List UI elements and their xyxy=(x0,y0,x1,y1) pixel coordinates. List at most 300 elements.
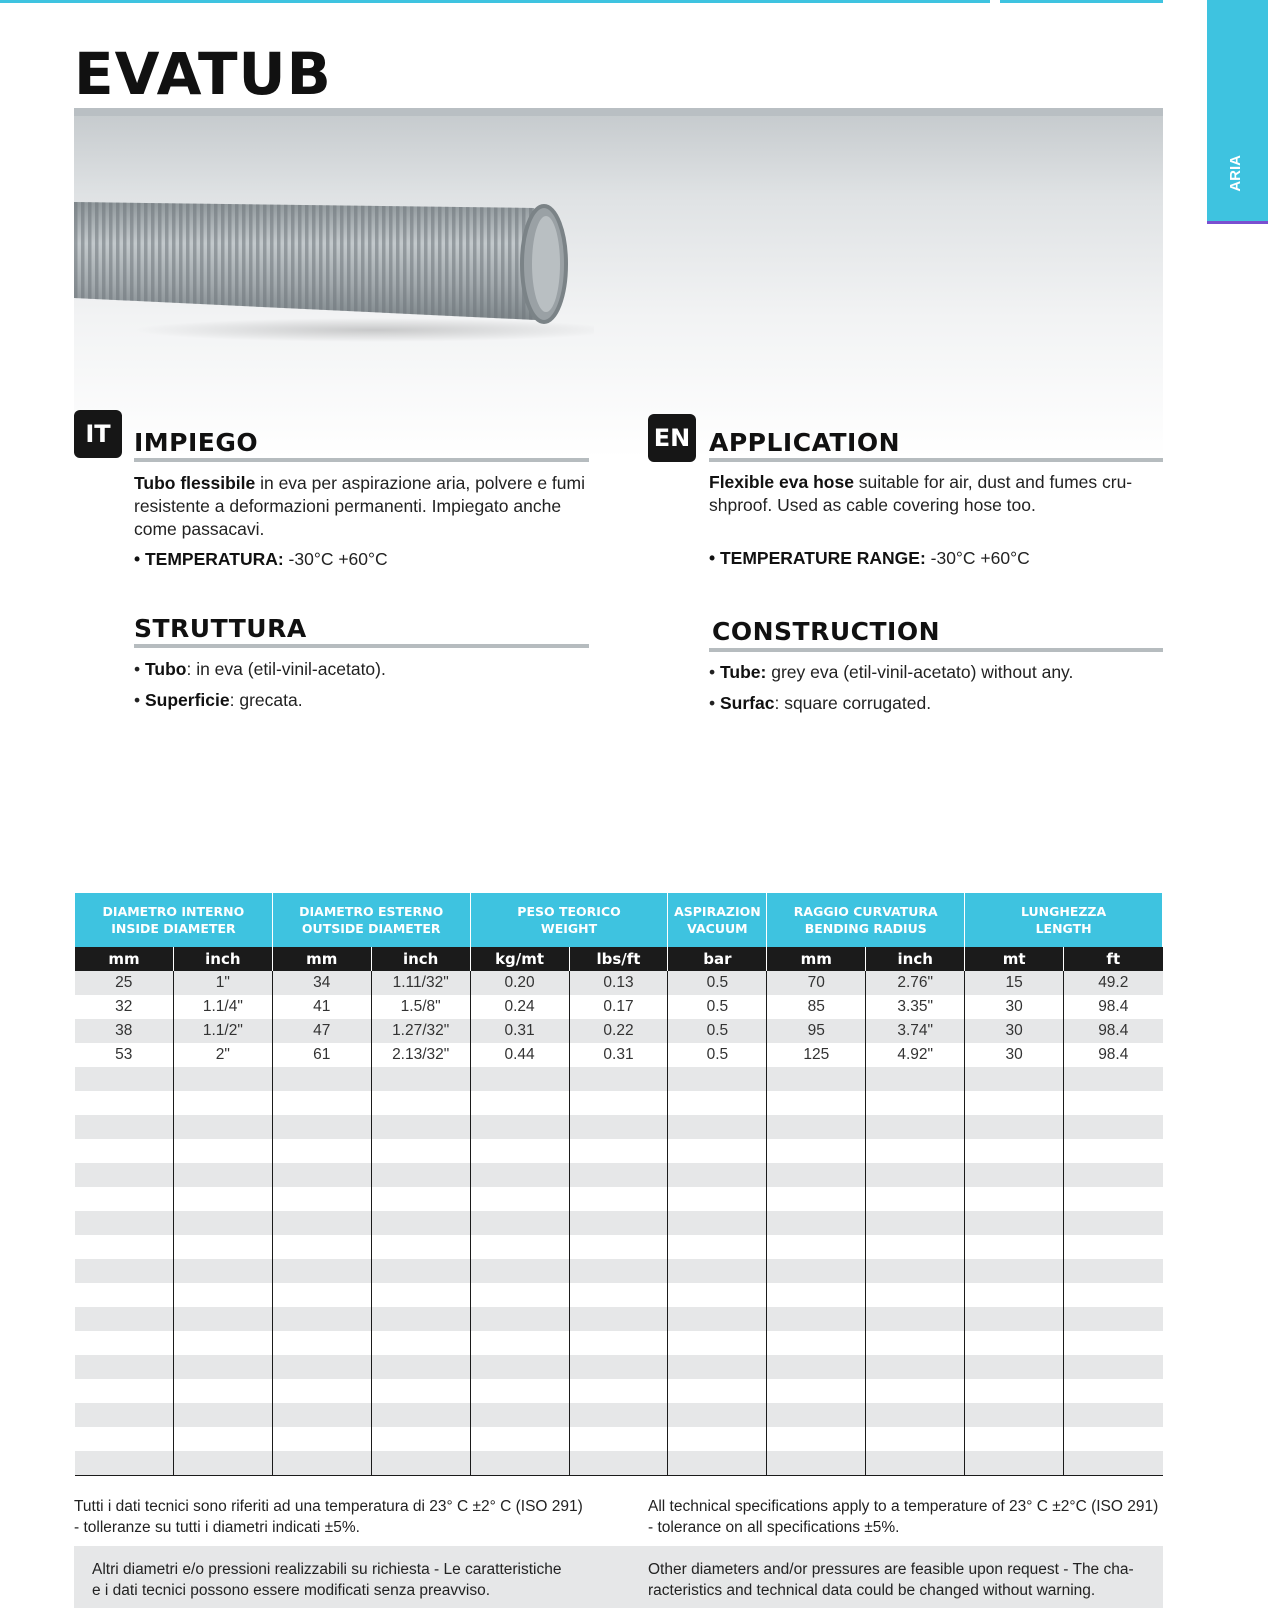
it-construction-item: • Tubo: in eva (etil-vinil-acetato). xyxy=(134,659,386,679)
table-cell xyxy=(866,1211,965,1235)
table-cell: 61 xyxy=(272,1043,371,1067)
table-cell xyxy=(1064,1091,1163,1115)
table-cell xyxy=(668,1283,767,1307)
it-construction-item-text: : in eva (etil-vinil-acetato). xyxy=(186,659,386,679)
top-accent-line xyxy=(0,0,990,3)
it-construction-item-label: Tubo xyxy=(145,659,187,679)
table-cell xyxy=(965,1211,1064,1235)
unit-header-cell: mm xyxy=(272,947,371,971)
table-cell xyxy=(272,1403,371,1427)
table-cell xyxy=(75,1139,174,1163)
en-construction-item: • Surfac: square corrugated. xyxy=(709,693,932,713)
table-row xyxy=(75,1067,1163,1091)
table-cell xyxy=(965,1451,1064,1475)
table-cell xyxy=(965,1235,1064,1259)
table-cell xyxy=(965,1379,1064,1403)
it-application-lead: Tubo flessibile xyxy=(134,473,256,493)
table-cell: 70 xyxy=(767,971,866,995)
table-cell xyxy=(371,1355,470,1379)
table-cell xyxy=(668,1451,767,1475)
table-cell xyxy=(1064,1235,1163,1259)
table-cell xyxy=(668,1163,767,1187)
table-cell xyxy=(173,1307,272,1331)
it-application-title: IMPIEGO xyxy=(134,428,259,457)
table-cell xyxy=(1064,1355,1163,1379)
table-cell xyxy=(272,1211,371,1235)
table-cell xyxy=(866,1331,965,1355)
table-cell xyxy=(75,1067,174,1091)
table-row xyxy=(75,1307,1163,1331)
note-it-disclaimer-line2: e i dati tecnici possono essere modificati senza preavviso. xyxy=(92,1582,491,1599)
table-row xyxy=(75,1331,1163,1355)
table-cell: 25 xyxy=(75,971,174,995)
table-cell xyxy=(173,1379,272,1403)
table-cell xyxy=(965,1259,1064,1283)
table-row xyxy=(75,1019,1163,1043)
table-cell: 0.13 xyxy=(569,971,668,995)
table-cell: 0.5 xyxy=(668,971,767,995)
note-it-disclaimer-line1: Altri diametri e/o pressioni realizzabili su richiesta - Le caratteristiche xyxy=(92,1561,562,1578)
note-it-disclaimer xyxy=(92,1559,622,1601)
lang-badge-it: IT xyxy=(74,410,122,458)
en-construction-item-text: grey eva (etil-vinil-acetato) without any. xyxy=(766,662,1074,682)
table-cell xyxy=(965,1307,1064,1331)
table-cell xyxy=(1064,1067,1163,1091)
it-construction-item-text: : grecata. xyxy=(229,690,303,710)
table-cell: 41 xyxy=(272,995,371,1019)
table-cell xyxy=(767,1067,866,1091)
table-cell: 47 xyxy=(272,1019,371,1043)
table-row xyxy=(75,1451,1163,1475)
table-cell: 2.76" xyxy=(866,971,965,995)
group-header-inside-diameter: DIAMETRO INTERNO INSIDE DIAMETER xyxy=(75,893,273,947)
table-cell xyxy=(866,1355,965,1379)
table-cell: 98.4 xyxy=(1064,995,1163,1019)
it-temperature-label: • TEMPERATURA: xyxy=(134,549,284,569)
en-construction-rule xyxy=(709,648,1163,652)
table-cell xyxy=(965,1067,1064,1091)
table-row xyxy=(75,1187,1163,1211)
table-row xyxy=(75,995,1163,1019)
table-cell xyxy=(470,1331,569,1355)
table-row xyxy=(75,1403,1163,1427)
table-cell xyxy=(1064,1139,1163,1163)
specifications-table xyxy=(74,893,1163,1476)
table-cell xyxy=(173,1403,272,1427)
table-cell: 49.2 xyxy=(1064,971,1163,995)
table-cell: 0.5 xyxy=(668,1019,767,1043)
it-construction-rule xyxy=(134,644,589,648)
table-cell xyxy=(173,1259,272,1283)
group-header-vacuum: ASPIRAZION VACUUM xyxy=(668,893,767,947)
table-row xyxy=(75,1283,1163,1307)
unit-header-cell: mm xyxy=(767,947,866,971)
table-cell xyxy=(75,1427,174,1451)
table-cell xyxy=(272,1427,371,1451)
table-cell xyxy=(470,1163,569,1187)
group-header-outside-diameter: DIAMETRO ESTERNO OUTSIDE DIAMETER xyxy=(272,893,470,947)
table-cell xyxy=(569,1259,668,1283)
table-cell xyxy=(866,1163,965,1187)
table-cell xyxy=(470,1139,569,1163)
table-cell xyxy=(173,1163,272,1187)
table-cell: 4.92" xyxy=(866,1043,965,1067)
table-cell xyxy=(866,1427,965,1451)
table-cell: 1.1/4" xyxy=(173,995,272,1019)
unit-header-cell: bar xyxy=(668,947,767,971)
table-cell xyxy=(668,1331,767,1355)
table-row xyxy=(75,1379,1163,1403)
table-cell: 1.1/2" xyxy=(173,1019,272,1043)
table-cell xyxy=(371,1211,470,1235)
table-cell xyxy=(272,1355,371,1379)
table-cell xyxy=(470,1259,569,1283)
table-cell xyxy=(173,1187,272,1211)
table-cell xyxy=(1064,1427,1163,1451)
category-side-tab[interactable] xyxy=(1207,0,1268,224)
table-cell xyxy=(866,1259,965,1283)
table-cell xyxy=(767,1163,866,1187)
table-cell xyxy=(668,1211,767,1235)
lang-badge-en: EN xyxy=(648,414,696,462)
table-cell xyxy=(75,1355,174,1379)
table-cell xyxy=(272,1067,371,1091)
table-cell xyxy=(767,1187,866,1211)
table-cell: 85 xyxy=(767,995,866,1019)
table-cell xyxy=(75,1091,174,1115)
table-cell xyxy=(1064,1307,1163,1331)
table-cell xyxy=(965,1139,1064,1163)
table-cell xyxy=(569,1139,668,1163)
table-cell xyxy=(371,1139,470,1163)
table-cell: 0.44 xyxy=(470,1043,569,1067)
table-cell xyxy=(866,1067,965,1091)
table-cell xyxy=(272,1379,371,1403)
note-en-conditions-line2: - tolerance on all specifications ±5%. xyxy=(648,1519,900,1536)
table-cell xyxy=(173,1235,272,1259)
table-cell: 0.31 xyxy=(470,1019,569,1043)
table-cell xyxy=(272,1115,371,1139)
table-cell xyxy=(173,1331,272,1355)
table-cell xyxy=(569,1283,668,1307)
table-row xyxy=(75,1427,1163,1451)
table-cell xyxy=(1064,1379,1163,1403)
note-en-disclaimer-line1: Other diameters and/or pressures are feasible upon request - The cha- xyxy=(648,1561,1134,1578)
note-it-conditions-line2: - tolleranze su tutti i diametri indicati ±5%. xyxy=(74,1519,360,1536)
table-cell xyxy=(569,1427,668,1451)
group-header-weight: PESO TEORICO WEIGHT xyxy=(470,893,668,947)
table-cell xyxy=(371,1307,470,1331)
unit-header-cell: ft xyxy=(1064,947,1163,971)
table-cell: 0.5 xyxy=(668,1043,767,1067)
table-cell xyxy=(767,1283,866,1307)
table-cell xyxy=(866,1235,965,1259)
table-cell xyxy=(767,1403,866,1427)
en-application-title: APPLICATION xyxy=(709,428,901,457)
category-side-tab-label: ARIA xyxy=(1227,155,1244,192)
product-image-top-band xyxy=(74,108,1163,116)
table-cell xyxy=(767,1355,866,1379)
table-row xyxy=(75,1115,1163,1139)
table-cell: 0.5 xyxy=(668,995,767,1019)
table-cell xyxy=(1064,1331,1163,1355)
table-cell xyxy=(668,1115,767,1139)
table-cell xyxy=(965,1403,1064,1427)
table-cell xyxy=(569,1067,668,1091)
table-cell xyxy=(1064,1187,1163,1211)
table-cell xyxy=(371,1259,470,1283)
table-cell xyxy=(569,1307,668,1331)
table-cell xyxy=(965,1331,1064,1355)
table-row xyxy=(75,1355,1163,1379)
table-cell xyxy=(470,1187,569,1211)
table-cell xyxy=(272,1139,371,1163)
table-cell xyxy=(866,1451,965,1475)
table-cell xyxy=(767,1451,866,1475)
table-cell: 38 xyxy=(75,1019,174,1043)
table-cell xyxy=(173,1451,272,1475)
table-cell xyxy=(173,1283,272,1307)
table-cell xyxy=(75,1451,174,1475)
table-cell: 95 xyxy=(767,1019,866,1043)
table-cell: 53 xyxy=(75,1043,174,1067)
table-cell xyxy=(866,1403,965,1427)
table-cell xyxy=(668,1355,767,1379)
table-cell xyxy=(173,1067,272,1091)
en-application-lead: Flexible eva hose xyxy=(709,472,854,492)
it-application-text xyxy=(134,472,589,541)
table-cell xyxy=(470,1115,569,1139)
table-cell xyxy=(767,1139,866,1163)
table-cell xyxy=(371,1379,470,1403)
table-cell xyxy=(866,1379,965,1403)
table-cell: 0.24 xyxy=(470,995,569,1019)
product-title: EVATUB xyxy=(74,40,332,108)
table-cell: 15 xyxy=(965,971,1064,995)
unit-header-cell: mm xyxy=(75,947,174,971)
table-cell xyxy=(569,1331,668,1355)
table-cell xyxy=(272,1091,371,1115)
table-cell xyxy=(272,1163,371,1187)
it-temperature xyxy=(134,549,388,570)
table-cell xyxy=(272,1187,371,1211)
table-cell xyxy=(668,1307,767,1331)
table-cell xyxy=(371,1235,470,1259)
table-cell xyxy=(668,1403,767,1427)
unit-header-cell: lbs/ft xyxy=(569,947,668,971)
note-en-conditions xyxy=(648,1496,1163,1538)
table-cell xyxy=(767,1259,866,1283)
table-cell xyxy=(173,1211,272,1235)
en-construction-item: • Tube: grey eva (etil-vinil-acetato) without any. xyxy=(709,662,1074,682)
table-cell: 0.17 xyxy=(569,995,668,1019)
table-cell xyxy=(866,1307,965,1331)
table-cell xyxy=(75,1187,174,1211)
table-cell xyxy=(569,1115,668,1139)
table-cell xyxy=(272,1307,371,1331)
table-cell xyxy=(371,1187,470,1211)
table-cell xyxy=(470,1403,569,1427)
en-temperature xyxy=(709,548,1030,569)
table-cell: 32 xyxy=(75,995,174,1019)
table-cell xyxy=(470,1427,569,1451)
table-cell: 30 xyxy=(965,1019,1064,1043)
table-cell xyxy=(965,1115,1064,1139)
table-cell xyxy=(569,1163,668,1187)
table-cell xyxy=(75,1211,174,1235)
table-cell xyxy=(866,1139,965,1163)
table-cell xyxy=(965,1091,1064,1115)
en-application-rule xyxy=(709,458,1163,462)
table-cell xyxy=(668,1187,767,1211)
table-cell xyxy=(965,1187,1064,1211)
en-temperature-label: • TEMPERATURE RANGE: xyxy=(709,548,926,568)
table-cell xyxy=(965,1355,1064,1379)
table-cell xyxy=(470,1235,569,1259)
table-cell: 2.13/32" xyxy=(371,1043,470,1067)
table-row xyxy=(75,1091,1163,1115)
table-cell xyxy=(371,1451,470,1475)
table-cell xyxy=(470,1451,569,1475)
unit-header-cell: kg/mt xyxy=(470,947,569,971)
table-cell xyxy=(569,1091,668,1115)
table-cell: 3.35" xyxy=(866,995,965,1019)
table-cell xyxy=(965,1283,1064,1307)
group-header-length: LUNGHEZZA LENGTH xyxy=(965,893,1163,947)
table-cell: 1.5/8" xyxy=(371,995,470,1019)
table-cell xyxy=(75,1163,174,1187)
note-it-conditions xyxy=(74,1496,619,1538)
table-cell xyxy=(965,1163,1064,1187)
table-cell xyxy=(371,1331,470,1355)
table-row xyxy=(75,1139,1163,1163)
table-cell xyxy=(371,1283,470,1307)
table-cell xyxy=(272,1259,371,1283)
it-construction-item: • Superficie: grecata. xyxy=(134,690,303,710)
table-cell: 34 xyxy=(272,971,371,995)
table-cell xyxy=(470,1067,569,1091)
table-row xyxy=(75,1043,1163,1067)
table-cell xyxy=(866,1187,965,1211)
table-cell xyxy=(371,1115,470,1139)
table-cell xyxy=(866,1091,965,1115)
table-cell xyxy=(1064,1403,1163,1427)
table-cell xyxy=(371,1067,470,1091)
table-cell xyxy=(866,1115,965,1139)
table-cell: 0.22 xyxy=(569,1019,668,1043)
en-construction-item-label: Tube: xyxy=(720,662,767,682)
table-cell xyxy=(75,1235,174,1259)
table-unit-header-row xyxy=(75,947,1163,971)
table-cell: 0.31 xyxy=(569,1043,668,1067)
table-cell xyxy=(75,1115,174,1139)
table-cell xyxy=(272,1331,371,1355)
table-cell xyxy=(371,1163,470,1187)
table-cell: 1.11/32" xyxy=(371,971,470,995)
en-construction-title: CONSTRUCTION xyxy=(712,617,941,646)
table-row xyxy=(75,1211,1163,1235)
table-cell: 3.74" xyxy=(866,1019,965,1043)
table-cell xyxy=(767,1115,866,1139)
unit-header-cell: inch xyxy=(173,947,272,971)
table-cell xyxy=(569,1379,668,1403)
table-cell xyxy=(272,1451,371,1475)
table-row xyxy=(75,1235,1163,1259)
table-cell xyxy=(173,1355,272,1379)
table-cell xyxy=(767,1211,866,1235)
table-cell xyxy=(470,1379,569,1403)
note-en-conditions-line1: All technical specifications apply to a temperature of 23° C ±2°C (ISO 291) xyxy=(648,1498,1159,1515)
table-cell xyxy=(75,1379,174,1403)
table-cell xyxy=(569,1235,668,1259)
table-cell xyxy=(767,1307,866,1331)
table-cell xyxy=(173,1139,272,1163)
it-construction-title: STRUTTURA xyxy=(134,614,307,643)
unit-header-cell: mt xyxy=(965,947,1064,971)
table-cell xyxy=(569,1403,668,1427)
table-cell xyxy=(965,1427,1064,1451)
hose-product-image xyxy=(74,192,594,347)
table-cell xyxy=(668,1067,767,1091)
table-cell xyxy=(1064,1115,1163,1139)
table-row xyxy=(75,1163,1163,1187)
table-cell xyxy=(767,1379,866,1403)
table-cell xyxy=(668,1427,767,1451)
table-cell xyxy=(173,1091,272,1115)
table-cell xyxy=(1064,1163,1163,1187)
table-cell xyxy=(767,1091,866,1115)
table-cell xyxy=(173,1115,272,1139)
table-cell xyxy=(767,1235,866,1259)
en-temperature-value: -30°C +60°C xyxy=(925,548,1030,568)
table-cell xyxy=(470,1307,569,1331)
table-cell: 125 xyxy=(767,1043,866,1067)
table-cell xyxy=(470,1355,569,1379)
table-cell: 1.27/32" xyxy=(371,1019,470,1043)
table-cell xyxy=(569,1211,668,1235)
en-application-body: suitable for air, dust and fumes cru-shproof. Used as cable covering hose too. xyxy=(709,472,1133,515)
en-construction-item-label: Surfac xyxy=(720,693,775,713)
en-construction-item-text: : square corrugated. xyxy=(774,693,932,713)
table-row xyxy=(75,1259,1163,1283)
table-cell: 1" xyxy=(173,971,272,995)
table-cell xyxy=(75,1259,174,1283)
table-cell xyxy=(569,1187,668,1211)
table-cell xyxy=(668,1259,767,1283)
en-application-text xyxy=(709,471,1163,517)
table-cell xyxy=(470,1091,569,1115)
table-cell: 30 xyxy=(965,1043,1064,1067)
table-cell xyxy=(668,1139,767,1163)
table-cell xyxy=(569,1355,668,1379)
table-cell xyxy=(866,1283,965,1307)
table-cell xyxy=(75,1331,174,1355)
note-en-disclaimer-line2: racteristics and technical data could be changed without warning. xyxy=(648,1582,1096,1599)
table-cell xyxy=(470,1211,569,1235)
table-cell xyxy=(1064,1283,1163,1307)
table-cell: 2" xyxy=(173,1043,272,1067)
table-cell xyxy=(371,1091,470,1115)
table-cell xyxy=(668,1379,767,1403)
table-cell xyxy=(1064,1211,1163,1235)
table-cell xyxy=(668,1235,767,1259)
table-cell xyxy=(767,1331,866,1355)
table-cell: 98.4 xyxy=(1064,1019,1163,1043)
table-group-header-row xyxy=(75,893,1163,947)
table-cell xyxy=(75,1307,174,1331)
note-it-conditions-line1: Tutti i dati tecnici sono riferiti ad una temperatura di 23° C ±2° C (ISO 291) xyxy=(74,1498,583,1515)
table-cell xyxy=(75,1283,174,1307)
